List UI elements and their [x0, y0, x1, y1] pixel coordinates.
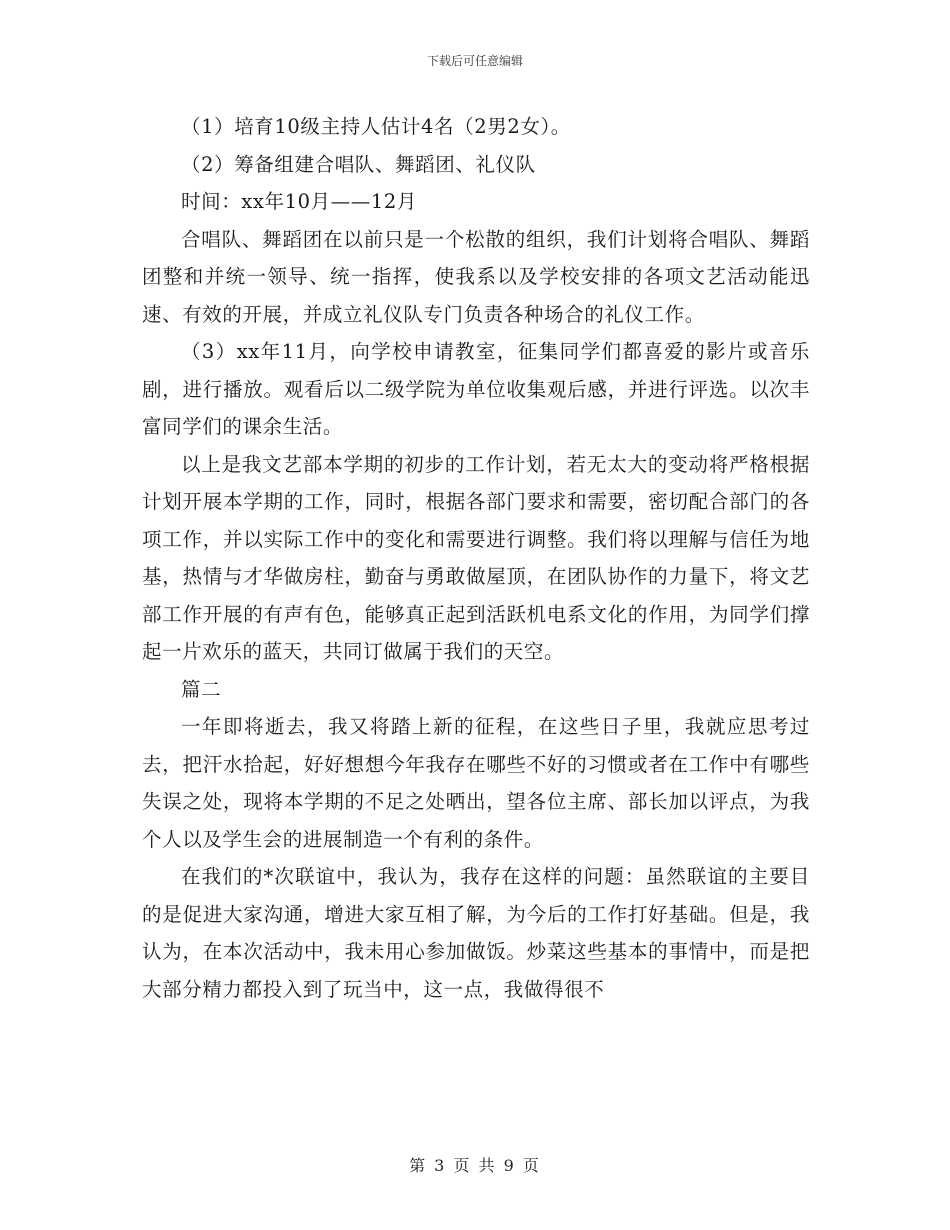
page-number: 第 3 页 共 9 页	[409, 1156, 541, 1175]
paragraph-3: 时间：xx年10月——12月	[181, 190, 418, 213]
paragraph-6: 以上是我文艺部本学期的初步的工作计划，若无太大的变动将严格根据计划开展本学期的工作，同时，根据各部门要求和需要，密切配合部门的各项工作，并以实际工作中的变化和需要进行调整。我们将以理解与信任为地基，热情与才华做房柱，勤奋与勇敢做屋顶，在团队协作的力量下，将文艺部工作开展的有声有色，能够真正起到活跃机电系文化的作用，为同学们撑起一片欢乐的蓝天，共同订做属于我们的天空。	[142, 452, 810, 663]
paragraph-4: 合唱队、舞蹈团在以前只是一个松散的组织，我们计划将合唱队、舞蹈团整和并统一领导、统一指挥，使我系以及学校安排的各项文艺活动能迅速、有效的开展，并成立礼仪队专门负责各种场合的礼仪工作。	[142, 227, 810, 326]
paragraph-8: 在我们的*次联谊中，我认为，我存在这样的问题：虽然联谊的主要目的是促进大家沟通，增进大家互相了解，为今后的工作打好基础。但是，我认为，在本次活动中，我未用心参加做饭。炒菜这些基本的事情中，而是把大部分精力都投入到了玩当中，这一点，我做得很不	[142, 865, 810, 1001]
section-heading: 篇二	[181, 677, 222, 701]
paragraph-2: （2）筹备组建合唱队、舞蹈团、礼仪队	[181, 152, 536, 176]
paragraph-1: （1）培育10级主持人估计4名（2男2女）。	[181, 115, 571, 138]
page-header-note: 下载后可任意编辑	[426, 54, 523, 68]
paragraph-7: 一年即将逝去，我又将踏上新的征程，在这些日子里，我就应思考过去，把汗水拾起，好好想想今年我存在哪些不好的习惯或者在工作中有哪些失误之处，现将本学期的不足之处晒出，望各位主席、部长加以评点，为我个人以及学生会的进展制造一个有利的条件。	[142, 715, 810, 851]
paragraph-5: （3）xx年11月，向学校申请教室，征集同学们都喜爱的影片或音乐剧，进行播放。观看后以二级学院为单位收集观后感，并进行评选。以次丰富同学们的课余生活。	[142, 340, 810, 438]
document-body	[142, 108, 810, 1008]
